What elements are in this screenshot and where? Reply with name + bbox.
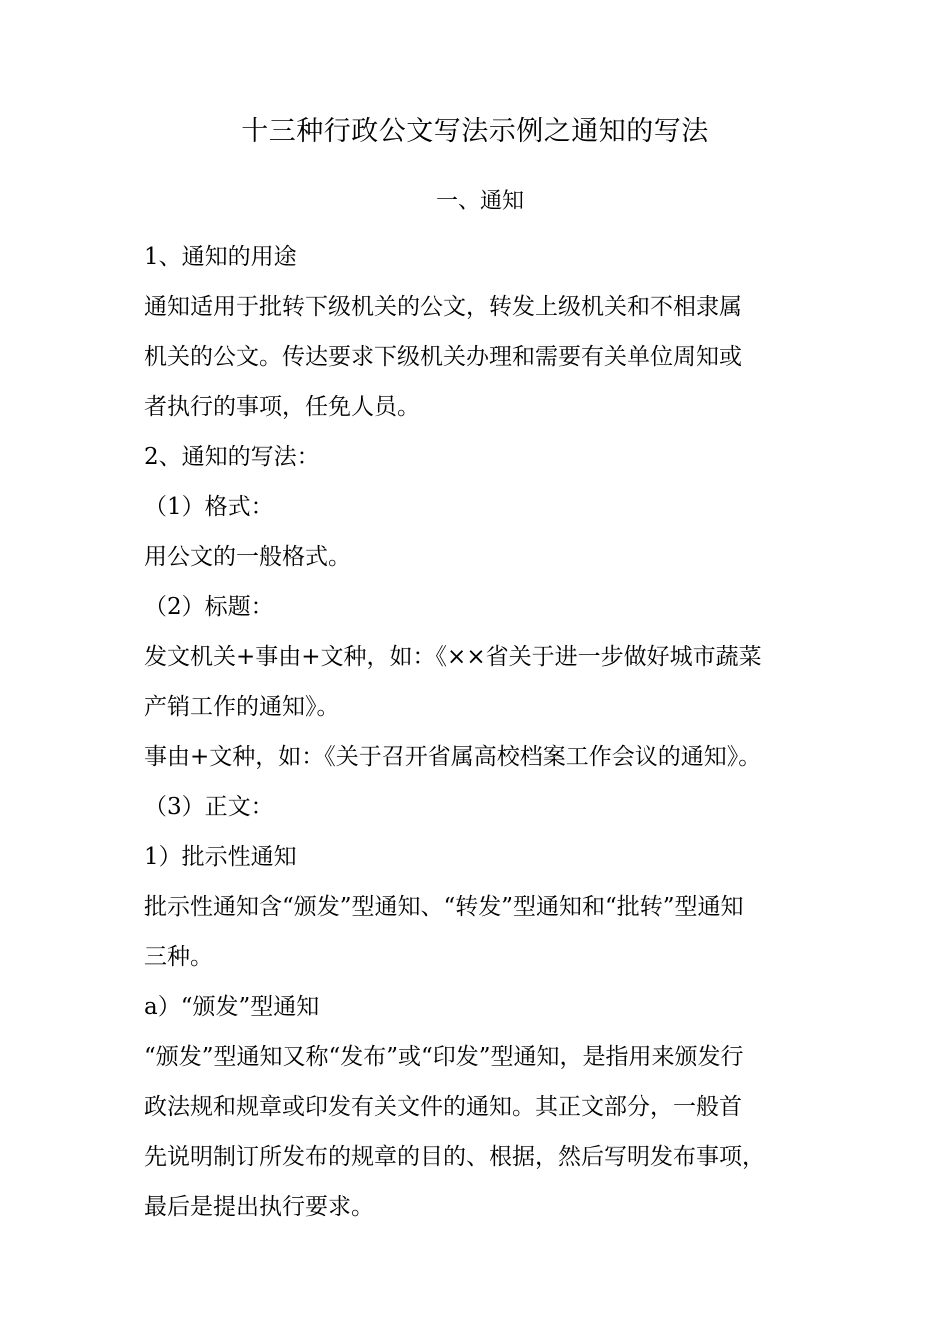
paragraph-line: 批示性通知含“颁发”型通知、“转发”型通知和“批转”型通知 <box>144 894 744 920</box>
subheading-issuance-notice: a）“颁发”型通知 <box>144 994 320 1020</box>
paragraph-line: 事由+文种，如：《关于召开省属高校档案工作会议的通知》。 <box>144 744 762 770</box>
document-body <box>144 232 824 1232</box>
subheading-body: （3）正文： <box>144 794 274 820</box>
paragraph-line: 用公文的一般格式。 <box>144 544 351 570</box>
subheading-title: （2）标题： <box>144 594 274 620</box>
paragraph-line: 发文机关+事由+文种，如：《××省关于进一步做好城市蔬菜 <box>144 644 762 670</box>
paragraph-line: 最后是提出执行要求。 <box>144 1194 374 1220</box>
paragraph-line: 通知适用于批转下级机关的公文，转发上级机关和不相隶属 <box>144 294 742 320</box>
paragraph-line: 先说明制订所发布的规章的目的、根据，然后写明发布事项， <box>144 1144 765 1170</box>
heading-writing-method: 2、通知的写法： <box>144 444 320 470</box>
subheading-format: （1）格式： <box>144 494 274 520</box>
section-heading: 一、通知 <box>435 189 524 214</box>
paragraph-line: 政法规和规章或印发有关文件的通知。其正文部分，一般首 <box>144 1094 742 1120</box>
paragraph-line: “颁发”型通知又称“发布”或“印发”型通知，是指用来颁发行 <box>144 1044 744 1070</box>
paragraph-line: 者执行的事项，任免人员。 <box>144 394 420 420</box>
paragraph-line: 三种。 <box>144 944 213 970</box>
paragraph-line: 机关的公文。传达要求下级机关办理和需要有关单位周知或 <box>144 344 742 370</box>
paragraph-line: 产销工作的通知》。 <box>144 694 340 720</box>
subheading-directive-notice: 1）批示性通知 <box>144 844 297 870</box>
document-title: 十三种行政公文写法示例之通知的写法 <box>241 116 709 147</box>
heading-purpose: 1、通知的用途 <box>144 244 297 270</box>
